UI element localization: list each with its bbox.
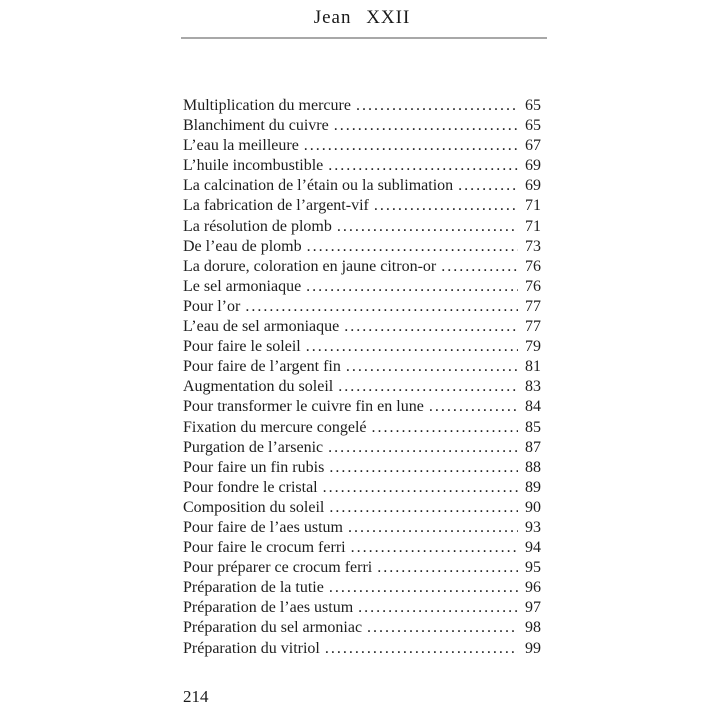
toc-entry-title: Le sel armoniaque (183, 277, 302, 295)
toc-entry-title: Composition du soleil (183, 498, 325, 516)
toc-entry (183, 518, 541, 538)
dot-leader (351, 538, 518, 558)
toc-entry-title: Pour faire le crocum ferri (183, 539, 346, 557)
toc-entry-title: La dorure, coloration en jaune citron-or (183, 257, 437, 275)
toc-entry-page: 71 (525, 217, 541, 235)
dot-leader (337, 217, 518, 237)
dot-leader (304, 136, 518, 156)
toc-entry-page: 69 (525, 157, 541, 175)
toc-entry-title: Pour préparer ce crocum ferri (183, 559, 373, 577)
toc-entry-page: 94 (525, 539, 541, 557)
toc-entry (183, 498, 541, 518)
toc-entry-page: 87 (525, 438, 541, 456)
toc-entry (183, 438, 541, 458)
toc-entry-title: Augmentation du soleil (183, 378, 334, 396)
dot-leader (338, 377, 518, 397)
toc-entry (183, 357, 541, 377)
toc-entry (183, 136, 541, 156)
toc-entry (183, 578, 541, 598)
toc-entry (183, 297, 541, 317)
toc-entry-title: La résolution de plomb (183, 217, 332, 235)
toc-entry (183, 458, 541, 478)
toc-entry-title: Pour fondre le cristal (183, 478, 318, 496)
toc-entry (183, 317, 541, 337)
toc-entry-title: La calcination de l’étain ou la sublimation (183, 177, 454, 195)
toc-entry-title: Préparation de l’aes ustum (183, 599, 354, 617)
dot-leader (367, 618, 518, 638)
toc-entry-page: 90 (525, 498, 541, 516)
dot-leader (356, 96, 518, 116)
toc-entry-title: Pour faire de l’argent fin (183, 358, 341, 376)
toc-entry-title: Fixation du mercure congelé (183, 418, 367, 436)
toc-entry-page: 67 (525, 137, 541, 155)
dot-leader (329, 498, 518, 518)
toc-entry-page: 89 (525, 478, 541, 496)
dot-leader (458, 176, 518, 196)
toc-entry-page: 79 (525, 338, 541, 356)
toc-entry (183, 176, 541, 196)
folio-number: 214 (183, 687, 209, 706)
dot-leader (325, 639, 518, 659)
toc-entry (183, 237, 541, 257)
toc-entry-page: 88 (525, 458, 541, 476)
toc-entry-title: Blanchiment du cuivre (183, 117, 329, 135)
toc-entry (183, 397, 541, 417)
toc-entry (183, 156, 541, 176)
toc-entry-title: L’eau de sel armoniaque (183, 318, 340, 336)
toc-entry (183, 538, 541, 558)
dot-leader (323, 478, 518, 498)
toc-entry-title: Pour transformer le cuivre fin en lune (183, 398, 424, 416)
toc-entry-title: Préparation du sel armoniac (183, 619, 363, 637)
toc-entry-title: La fabrication de l’argent-vif (183, 197, 369, 215)
toc-entry (183, 618, 541, 638)
toc-entry-page: 97 (525, 599, 541, 617)
dot-leader (334, 116, 518, 136)
toc-entry-title: Pour l’or (183, 297, 241, 315)
header-rule (181, 37, 547, 39)
toc-entry-page: 98 (525, 619, 541, 637)
toc-entry-page: 65 (525, 117, 541, 135)
toc-entry-page: 69 (525, 177, 541, 195)
toc-entry-page: 83 (525, 378, 541, 396)
dot-leader (328, 156, 518, 176)
toc-entry-page: 76 (525, 257, 541, 275)
toc-entry (183, 277, 541, 297)
dot-leader (306, 337, 518, 357)
toc-entry-page: 81 (525, 358, 541, 376)
toc-entry-page: 95 (525, 559, 541, 577)
toc-entry (183, 558, 541, 578)
toc-entry (183, 418, 541, 438)
toc-entry-page: 76 (525, 277, 541, 295)
dot-leader (346, 357, 518, 377)
toc-entry (183, 257, 541, 277)
toc-entry-page: 73 (525, 237, 541, 255)
dot-leader (306, 277, 518, 297)
toc-entry-page: 77 (525, 297, 541, 315)
dot-leader (245, 297, 518, 317)
table-of-contents (183, 96, 541, 659)
toc-entry-title: Multiplication du mercure (183, 97, 351, 114)
toc-entry-title: De l’eau de plomb (183, 237, 302, 255)
toc-entry-page: 93 (525, 518, 541, 536)
toc-entry-title: L’eau la meilleure (183, 137, 299, 155)
toc-entry-page: 84 (525, 398, 541, 416)
toc-entry (183, 377, 541, 397)
dot-leader (344, 317, 518, 337)
dot-leader (329, 578, 518, 598)
toc-entry-page: 99 (525, 639, 541, 657)
dot-leader (372, 418, 519, 438)
dot-leader (377, 558, 518, 578)
toc-entry (183, 639, 541, 659)
toc-entry (183, 96, 541, 116)
dot-leader (328, 438, 518, 458)
toc-entry-page: 96 (525, 579, 541, 597)
toc-entry-title: Purgation de l’arsenic (183, 438, 324, 456)
toc-entry (183, 598, 541, 618)
dot-leader (358, 598, 518, 618)
toc-entry (183, 196, 541, 216)
dot-leader (441, 257, 518, 277)
page-title: Jean XXII (313, 7, 411, 28)
toc-entry-title: Pour faire le soleil (183, 338, 301, 356)
toc-entry-title: Préparation de la tutie (183, 579, 324, 597)
toc-entry-page: 85 (525, 418, 541, 436)
toc-entry-page: 77 (525, 318, 541, 336)
toc-entry (183, 217, 541, 237)
dot-leader (374, 196, 518, 216)
toc-entry-page: 65 (525, 97, 541, 114)
toc-entry (183, 337, 541, 357)
toc-entry-title: Pour faire un fin rubis (183, 458, 325, 476)
toc-entry (183, 478, 541, 498)
toc-entry-title: Pour faire de l’aes ustum (183, 518, 343, 536)
dot-leader (329, 458, 518, 478)
dot-leader (429, 397, 518, 417)
dot-leader (307, 237, 518, 257)
toc-entry-title: Préparation du vitriol (183, 639, 320, 657)
toc-entry-page: 71 (525, 197, 541, 215)
toc-entry (183, 116, 541, 136)
dot-leader (348, 518, 518, 538)
toc-entry-title: L’huile incombustible (183, 157, 324, 175)
